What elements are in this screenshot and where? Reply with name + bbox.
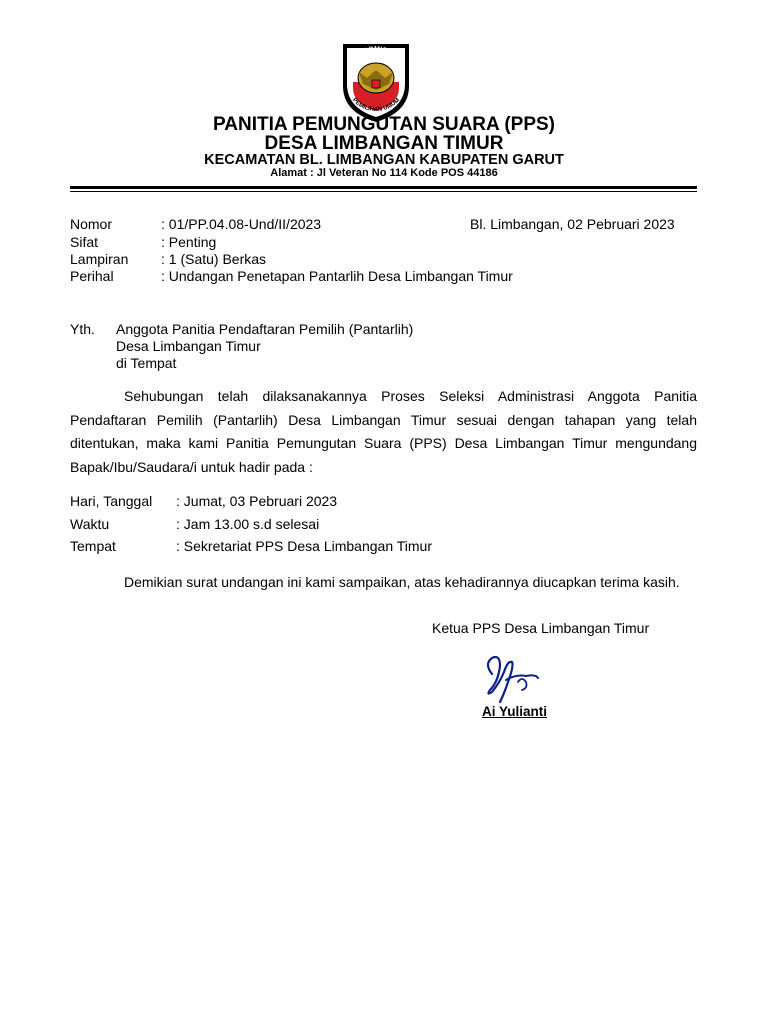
recipient-line3: di Tempat bbox=[116, 355, 177, 371]
waktu-value: : Jam 13.00 s.d selesai bbox=[176, 516, 320, 532]
place-date: Bl. Limbangan, 02 Pebruari 2023 bbox=[470, 216, 675, 232]
header-rule-thin bbox=[70, 191, 697, 192]
lampiran-label: Lampiran bbox=[70, 251, 129, 267]
header-rule-thick bbox=[70, 186, 697, 189]
body-paragraph bbox=[70, 385, 697, 479]
handwritten-signature bbox=[478, 652, 548, 708]
hari-label: Hari, Tanggal bbox=[70, 493, 153, 509]
recipient-line1: Anggota Panitia Pendaftaran Pemilih (Pantarlih) bbox=[116, 321, 414, 337]
lampiran-value: : 1 (Satu) Berkas bbox=[161, 251, 267, 267]
closing-text: Demikian surat undangan ini kami sampaikan, atas kehadirannya diucapkan terima kasih. bbox=[124, 574, 680, 590]
perihal-value: : Undangan Penetapan Pantarlih Desa Limbangan Timur bbox=[161, 268, 513, 284]
perihal-label: Perihal bbox=[70, 268, 114, 284]
title-line2: DESA LIMBANGAN TIMUR bbox=[264, 133, 504, 154]
subtitle: KECAMATAN BL. LIMBANGAN KABUPATEN GARUT bbox=[204, 152, 564, 168]
waktu-label: Waktu bbox=[70, 516, 110, 532]
logo-text-bottom: PEMILIHAN UMUM bbox=[350, 97, 402, 113]
closing-paragraph bbox=[70, 572, 697, 592]
tempat-label: Tempat bbox=[70, 538, 116, 554]
hari-value: : Jumat, 03 Pebruari 2023 bbox=[176, 493, 338, 509]
body-paragraph-text: Sehubungan telah dilaksanakannya Proses Seleksi Administrasi Anggota Panitia Pendaftaran Pemilih (Pantarlih) Desa Limbangan Timur sesuai dengan tahapan yang telah ditentukan, maka kami Panitia Pemungutan Suara (PPS) Desa Limbangan Timur mengundang Bapak/Ibu/Saudara/i untuk hadir pada : bbox=[70, 388, 697, 475]
sifat-value: : Penting bbox=[161, 234, 217, 250]
nomor-label: Nomor bbox=[70, 216, 113, 232]
nomor-value: : 01/PP.04.08-Und/II/2023 bbox=[161, 216, 322, 232]
yth-label: Yth. bbox=[70, 321, 95, 337]
recipient-line2: Desa Limbangan Timur bbox=[116, 338, 261, 354]
kpu-logo bbox=[333, 38, 419, 124]
address: Alamat : Jl Veteran No 114 Kode POS 44186 bbox=[270, 167, 498, 179]
signatory-name: Ai Yulianti bbox=[482, 704, 548, 719]
title-line1: PANITIA PEMUNGUTAN SUARA (PPS) bbox=[213, 114, 555, 135]
logo-text-top: KOMISI bbox=[362, 45, 391, 56]
sifat-label: Sifat bbox=[70, 234, 99, 250]
tempat-value: : Sekretariat PPS Desa Limbangan Timur bbox=[176, 538, 433, 554]
signature-title: Ketua PPS Desa Limbangan Timur bbox=[432, 620, 650, 636]
